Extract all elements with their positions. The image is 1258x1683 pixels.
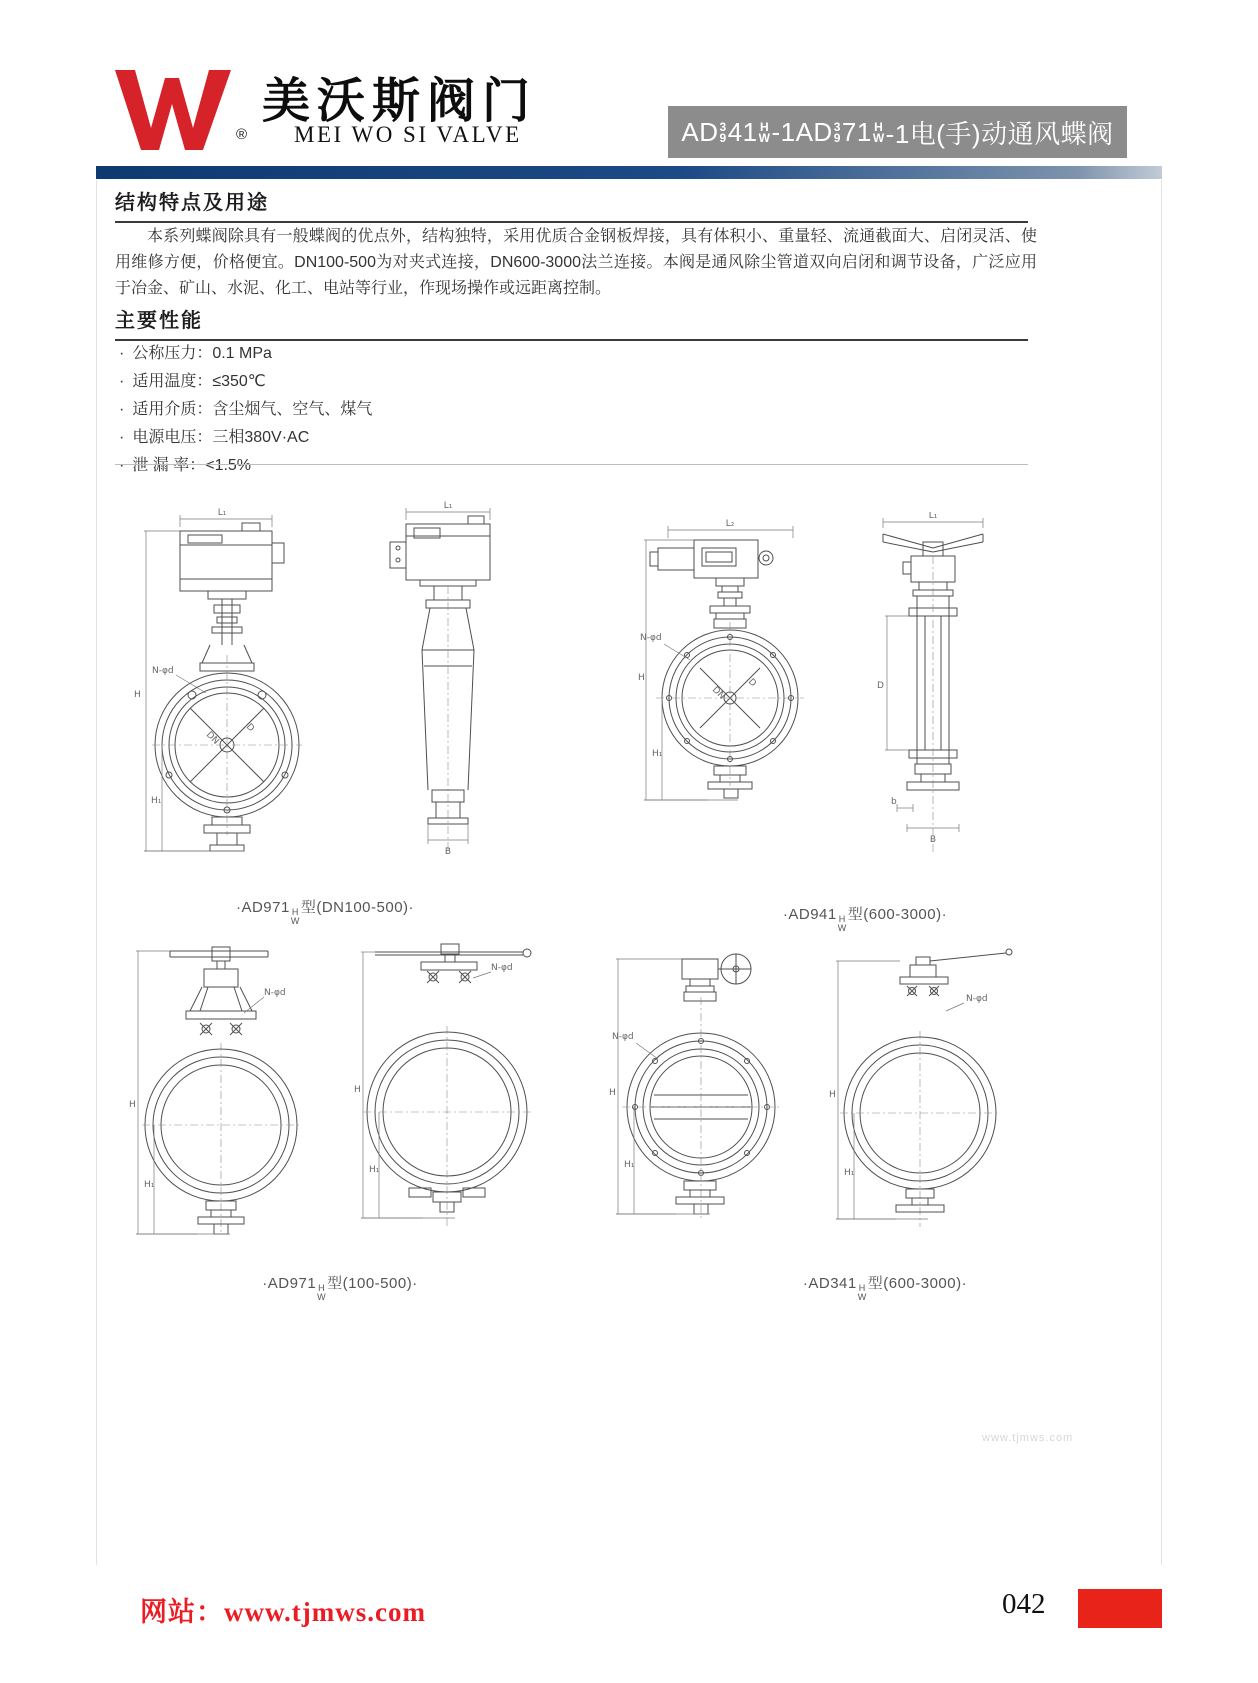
title-part: 71	[841, 116, 872, 147]
list-item	[119, 452, 372, 480]
caption-text: 型(100-500)·	[327, 1275, 418, 1292]
title-part: AD	[681, 116, 719, 147]
fraction-top: H	[858, 1283, 866, 1293]
dim-label: H₁	[652, 749, 663, 759]
list-item	[119, 340, 372, 368]
dim-label: N-φd	[612, 1032, 634, 1042]
dim-label: H	[354, 1085, 361, 1095]
website-url	[140, 1590, 426, 1629]
caption-text: 型(DN100-500)·	[300, 899, 415, 916]
dim-label: B	[444, 847, 452, 857]
fraction-bottom: W	[857, 1291, 867, 1302]
fraction-bottom: W	[758, 131, 771, 145]
fraction-top: H	[291, 907, 299, 917]
dim-label: H	[129, 1100, 136, 1110]
dim-label: L₁	[443, 501, 453, 511]
dim-label: H₁	[369, 1165, 380, 1175]
title-fraction	[834, 122, 841, 144]
footer-red-block	[1078, 1589, 1162, 1628]
header-divider-bar	[96, 166, 1162, 179]
dim-label: DN	[709, 685, 727, 702]
section-title-performance: 主要性能	[115, 304, 1028, 341]
dim-label: H	[134, 690, 141, 700]
dim-label: L₁	[928, 512, 938, 521]
title-fraction	[759, 122, 771, 144]
brand-name-english: MEI WO SI VALVE	[294, 122, 522, 147]
title-part: -1电(手)动通风蝶阀	[885, 118, 1114, 149]
list-item-text: 适用温度：≤350℃	[132, 373, 266, 390]
title-fraction	[873, 122, 885, 144]
fraction-bottom: W	[872, 131, 885, 145]
caption-fraction	[838, 915, 847, 932]
valve-drawing-ad971-lever-front	[345, 930, 555, 1265]
bullet-marker: ·	[119, 429, 125, 446]
dim-label: D	[243, 722, 256, 735]
dim-label: N-φd	[640, 633, 662, 643]
bullet-marker: ·	[119, 401, 125, 418]
title-fraction	[720, 122, 727, 144]
dim-label: b	[891, 797, 897, 807]
dim-label: H₁	[151, 796, 162, 806]
valve-drawing-ad941-electric-front	[628, 518, 833, 883]
valve-drawing-ad971-electric-side	[368, 500, 528, 880]
list-item-text: 电源电压：三相380V·AC	[132, 429, 310, 446]
fraction-top: H	[874, 120, 884, 134]
dim-label: DN	[203, 730, 221, 747]
dim-label: H₁	[624, 1160, 635, 1170]
caption-text: ·AD341	[802, 1275, 857, 1292]
list-item	[119, 396, 372, 424]
caption-text: 型(600-3000)·	[847, 906, 948, 923]
valve-drawing-ad341-lever-front	[820, 935, 1025, 1265]
figure-caption	[700, 903, 1030, 932]
website-label: 网站：	[140, 1597, 224, 1627]
dim-label: H	[829, 1090, 836, 1100]
features-paragraph: 本系列蝶阀除具有一般蝶阀的优点外，结构独特，采用优质合金钢板焊接，具有体积小、重量轻、流通截面大、启闭灵活、使用维修方便，价格便宜。DN100-500为对夹式连接，DN600-3000法兰连接。本阀是通风除尘管道双向启闭和调节设备，广泛应用于冶金、矿山、水泥、化工、电站等行业，作现场操作或远距离控制。	[115, 228, 1037, 297]
dim-label: N-φd	[152, 666, 174, 676]
page-frame-left	[96, 180, 97, 1565]
dim-label: H	[609, 1088, 616, 1098]
caption-fraction	[317, 1284, 326, 1301]
dim-label: N-φd	[491, 963, 513, 973]
performance-list	[119, 340, 372, 480]
dim-label: H	[638, 673, 645, 683]
title-part: 41	[727, 116, 758, 147]
valve-drawing-ad941-side	[855, 512, 1010, 880]
list-item-text: 泄 漏 率：<1.5%	[132, 457, 252, 474]
figure-caption	[720, 1272, 1050, 1301]
registered-trademark: ®	[236, 126, 248, 143]
valve-drawing-ad341-gear-front	[598, 935, 813, 1265]
valve-drawing-ad971-electric-front	[122, 505, 337, 885]
valve-drawing-ad971-manual-front	[118, 935, 333, 1265]
fraction-top: 3	[719, 120, 727, 134]
caption-text: ·AD971	[235, 899, 290, 916]
page-title	[668, 106, 1127, 158]
fraction-bottom: W	[317, 1291, 327, 1302]
list-item	[119, 424, 372, 452]
brand-name-chinese: 美沃斯阀门	[262, 75, 538, 128]
bullet-marker: ·	[119, 457, 125, 474]
dim-label: L₂	[725, 519, 735, 529]
figure-caption	[170, 1272, 510, 1301]
website-address: www.tjmws.com	[224, 1597, 426, 1627]
title-part: -1AD	[771, 116, 833, 147]
fraction-top: 3	[833, 120, 841, 134]
list-item-text: 适用介质：含尘烟气、空气、煤气	[132, 401, 373, 418]
list-item	[119, 368, 372, 396]
dim-label: N-φd	[264, 988, 286, 998]
fraction-top: H	[838, 914, 846, 924]
caption-text: ·AD971	[262, 1275, 317, 1292]
dim-label: L₁	[217, 508, 227, 518]
dim-label: H₁	[844, 1168, 855, 1178]
figure-caption	[155, 896, 495, 925]
fraction-bottom: 9	[833, 131, 841, 145]
watermark-text: www.tjmws.com	[982, 1432, 1074, 1444]
page-frame-right	[1161, 180, 1162, 1565]
caption-fraction	[858, 1284, 867, 1301]
dim-label: N-φd	[966, 994, 988, 1004]
fraction-top: H	[318, 1283, 326, 1293]
dim-label: D	[745, 677, 758, 690]
caption-text: ·AD941	[782, 906, 837, 923]
fraction-top: H	[759, 120, 770, 134]
dim-label: D	[877, 681, 884, 691]
fraction-bottom: W	[290, 915, 300, 926]
dim-label: H₁	[144, 1180, 155, 1190]
caption-fraction	[291, 908, 300, 925]
section-title-features: 结构特点及用途	[115, 186, 1028, 223]
fraction-bottom: W	[837, 922, 847, 933]
dim-label: B	[929, 835, 937, 845]
bullet-marker: ·	[119, 345, 125, 362]
fraction-bottom: 9	[719, 131, 727, 145]
list-item-text: 公称压力：0.1 MPa	[132, 345, 272, 362]
bullet-marker: ·	[119, 373, 125, 390]
caption-text: 型(600-3000)·	[867, 1275, 968, 1292]
page-number: 042	[1002, 1588, 1046, 1620]
brand-logo-icon	[112, 64, 234, 154]
horizontal-divider	[115, 464, 1028, 465]
